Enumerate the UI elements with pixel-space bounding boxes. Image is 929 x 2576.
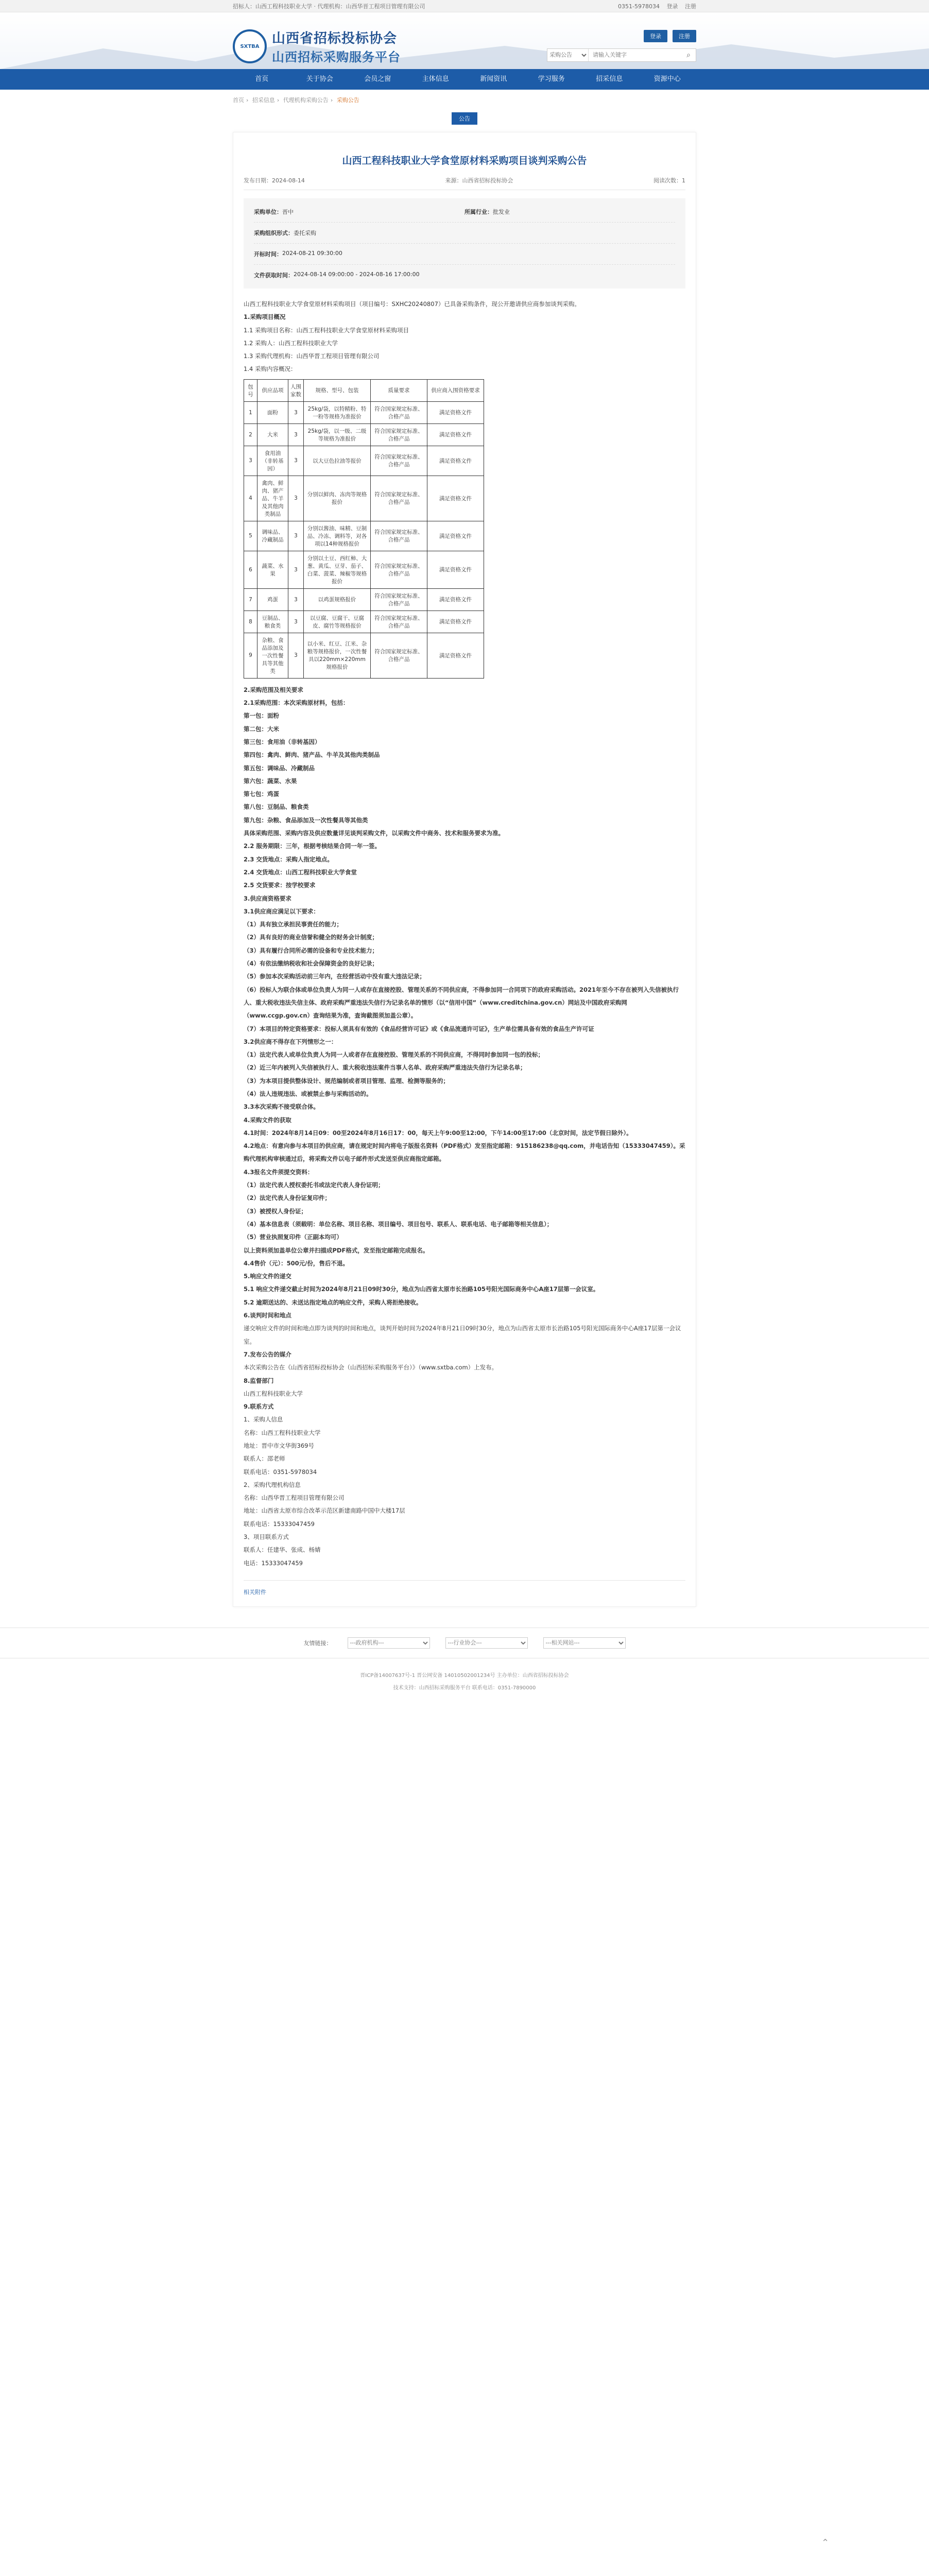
main-nav bbox=[0, 69, 929, 90]
table-cell: 3 bbox=[288, 521, 304, 551]
top-login-link[interactable]: 登录 bbox=[666, 3, 678, 10]
table-cell: 满足资格文件 bbox=[427, 551, 484, 588]
sec9-line: 名称：山西工程科技职业大学 bbox=[244, 1429, 321, 1436]
table-cell: 满足资格文件 bbox=[427, 611, 484, 633]
site-header bbox=[0, 12, 929, 69]
login-button[interactable]: 登录 bbox=[644, 30, 667, 42]
table-cell: 符合国家规定标准、合格产品 bbox=[371, 446, 427, 476]
sec4-line: 4.1时间：2024年8月14日09：00至2024年8月16日17：00，每天上午9:00至12:00，下午14:00至17:00（北京时间，法定节假日除外）。 bbox=[244, 1129, 632, 1137]
table-cell: 符合国家规定标准、合格产品 bbox=[371, 611, 427, 633]
table-header: 质量要求 bbox=[371, 379, 427, 401]
sec3-line: （4）法人违规违法、或被禁止参与采购活动的。 bbox=[244, 1090, 372, 1097]
table-cell: 满足资格文件 bbox=[427, 423, 484, 446]
association-seal-icon: SXTBA bbox=[233, 29, 267, 63]
table-cell: 8 bbox=[244, 611, 257, 633]
sec9-line: 1、采购人信息 bbox=[244, 1416, 283, 1423]
info-label: 文件获取时间： bbox=[254, 272, 294, 279]
table-cell: 符合国家规定标准、合格产品 bbox=[371, 401, 427, 423]
table-cell: 符合国家规定标准、合格产品 bbox=[371, 588, 427, 611]
nav-members[interactable]: 会员之窗 bbox=[364, 75, 391, 83]
sec2-line: 2.4 交货地点：山西工程科技职业大学食堂 bbox=[244, 868, 357, 876]
table-cell: 5 bbox=[244, 521, 257, 551]
table-cell: 大米 bbox=[257, 423, 288, 446]
items-table bbox=[244, 379, 484, 679]
announcement-content bbox=[244, 298, 685, 1570]
nav-procurement[interactable]: 招采信息 bbox=[596, 75, 623, 83]
sec9-line: 地址：晋中市文华街369号 bbox=[244, 1442, 314, 1449]
table-cell: 满足资格文件 bbox=[427, 521, 484, 551]
sec2-line: 2.3 交货地点：采购人指定地点。 bbox=[244, 855, 333, 863]
sec6-line: 6.谈判时间和地点 bbox=[244, 1312, 291, 1319]
search-input[interactable] bbox=[589, 49, 681, 61]
sec5-line: 5.2 逾期送达的、未送达指定地点的响应文件，采购人将拒绝接收。 bbox=[244, 1298, 422, 1306]
footer-icp: 晋ICP备14007637号-1 晋公网安备 14010502001234号 主办单位：山西省招标投标协会 bbox=[360, 1672, 569, 1679]
table-row bbox=[244, 611, 484, 633]
mountain-decoration bbox=[0, 38, 929, 69]
info-label: 采购单位： bbox=[254, 209, 282, 215]
info-label: 开标时间： bbox=[254, 251, 282, 258]
table-cell: 9 bbox=[244, 633, 257, 678]
nav-news[interactable]: 新闻资讯 bbox=[480, 75, 507, 83]
sec4-line: （2）法定代表人身份证复印件； bbox=[244, 1194, 331, 1202]
sec5-line: 5.响应文件的递交 bbox=[244, 1273, 291, 1280]
table-cell: 杂粮、食品添加及一次性餐具等其他类 bbox=[257, 633, 288, 678]
table-header: 包号 bbox=[244, 379, 257, 401]
table-cell: 3 bbox=[244, 446, 257, 476]
table-cell: 鸡蛋 bbox=[257, 588, 288, 611]
table-cell: 7 bbox=[244, 588, 257, 611]
sec1-line: 1.2 采购人：山西工程科技职业大学 bbox=[244, 339, 338, 347]
table-cell: 以小米、红豆、江米、杂粮等规格报价，一次性餐具以220mm×220mm规格报价 bbox=[304, 633, 371, 678]
sec9-line: 2、采购代理机构信息 bbox=[244, 1481, 301, 1488]
article-source: 来源：山西省招标投标协会 bbox=[445, 177, 513, 184]
sec9-line: 3、项目联系方式 bbox=[244, 1533, 289, 1541]
sec2-line: 第四包：禽肉、鲜肉、猪产品、牛羊及其他肉类制品 bbox=[244, 751, 380, 759]
sec3-line: 3.1供应商应满足以下要求： bbox=[244, 907, 319, 915]
sec3-line: （5）参加本次采购活动前三年内，在经营活动中没有重大违法记录； bbox=[244, 973, 425, 980]
search-icon[interactable]: ⌕ bbox=[686, 51, 691, 59]
sec2-line: 第三包：食用油（非转基因） bbox=[244, 738, 321, 745]
table-row bbox=[244, 551, 484, 588]
sec4-line: 4.2地点：有意向参与本项目的供应商，请在规定时间内将电子版报名资料（PDF格式）发至指定邮箱：915186238@qq.com，并电话告知（15333047459）。采购代理机构审核通过后，将采购文件以电子邮件形式发送至供应商指定邮箱。 bbox=[244, 1142, 685, 1163]
info-value: 晋中 bbox=[282, 209, 294, 215]
sec4-line: （4）基本信息表（须载明：单位名称、项目名称、项目编号、项目包号、联系人、联系电话、电子邮箱等相关信息）； bbox=[244, 1220, 553, 1228]
sec2-line: 2.5 交货要求：按学校要求 bbox=[244, 882, 316, 889]
table-cell: 面粉 bbox=[257, 401, 288, 423]
page-title: 山西工程科技职业大学食堂原材料采购项目谈判采购公告 bbox=[342, 155, 587, 166]
sec2-line: 第六包：蔬菜、水果 bbox=[244, 777, 297, 785]
intro-paragraph: 山西工程科技职业大学食堂原材料采购项目（项目编号：SXHC20240807）已具备采购条件，现公开邀请供应商参加谈判采购。 bbox=[244, 300, 580, 308]
table-cell: 6 bbox=[244, 551, 257, 588]
sec8-line: 8.监督部门 bbox=[244, 1377, 274, 1384]
attachments-link[interactable]: 相关附件 bbox=[244, 1580, 685, 1596]
table-cell: 满足资格文件 bbox=[427, 401, 484, 423]
sec5-line: 5.1 响应文件递交截止时间为2024年8月21日09时30分，地点为山西省太原市长治路105号阳光国际商务中心A座17层第一会议室。 bbox=[244, 1285, 599, 1293]
table-row bbox=[244, 446, 484, 476]
sec3-line: （3）具有履行合同所必需的设备和专业技术能力； bbox=[244, 946, 378, 954]
sec4-line: （1）法定代表人授权委托书或法定代表人身份证明； bbox=[244, 1181, 384, 1189]
footer-support: 技术支持：山西招标采购服务平台 联系电话：0351-7890000 bbox=[393, 1685, 536, 1691]
info-value: 2024-08-14 09:00:00 - 2024-08-16 17:00:00 bbox=[294, 271, 420, 278]
announcement-tag-button[interactable]: 公告 bbox=[452, 112, 477, 125]
table-cell: 以豆腐、豆腐干、豆腐皮、腐竹等规格报价 bbox=[304, 611, 371, 633]
logo-title-platform: 山西招标采购服务平台 bbox=[272, 49, 401, 64]
sec3-line: （1）具有独立承担民事责任的能力； bbox=[244, 921, 342, 928]
table-row bbox=[244, 633, 484, 678]
site-logo[interactable] bbox=[233, 28, 401, 65]
table-cell: 3 bbox=[288, 446, 304, 476]
sec9-line: 联系人：邵老师 bbox=[244, 1455, 285, 1463]
friend-sites-select[interactable] bbox=[543, 1637, 626, 1649]
sec2-line: 2.1采购范围：本次采购原材料，包括： bbox=[244, 699, 349, 707]
table-cell: 1 bbox=[244, 401, 257, 423]
nav-home[interactable]: 首页 bbox=[255, 75, 269, 83]
nav-resources[interactable]: 资源中心 bbox=[653, 75, 681, 83]
sec6-line: 递交响应文件的时间和地点即为谈判的时间和地点，谈判开始时间为2024年8月21日09时30分，地点为山西省太原市长治路105号阳光国际商务中心A座17层第一会议室。 bbox=[244, 1325, 681, 1345]
sec2-line: 第二包：大米 bbox=[244, 725, 279, 733]
table-cell: 蔬菜、水果 bbox=[257, 551, 288, 588]
table-cell: 以大豆色拉油等报价 bbox=[304, 446, 371, 476]
friend-gov-select[interactable] bbox=[348, 1637, 430, 1649]
table-cell: 调味品、冷藏制品 bbox=[257, 521, 288, 551]
sec4-line: 4.4售价（元）：500元/份，售后不退。 bbox=[244, 1259, 349, 1267]
top-bar bbox=[0, 0, 929, 12]
nav-entities[interactable]: 主体信息 bbox=[422, 75, 449, 83]
table-cell: 3 bbox=[288, 551, 304, 588]
info-value: 批发业 bbox=[493, 209, 510, 215]
table-cell: 25kg/袋，以特精粉、特一粉等规格为准报价 bbox=[304, 401, 371, 423]
friend-links-label: 友情链接： bbox=[303, 1639, 332, 1647]
nav-learning[interactable]: 学习服务 bbox=[538, 75, 565, 83]
table-header: 规格、型号、包装 bbox=[304, 379, 371, 401]
table-row bbox=[244, 423, 484, 446]
sec4-line: 4.采购文件的获取 bbox=[244, 1116, 291, 1124]
sec2-line: 第七包：鸡蛋 bbox=[244, 790, 279, 798]
sec3-line: 3.3本次采购不接受联合体。 bbox=[244, 1103, 319, 1111]
info-value: 委托采购 bbox=[294, 230, 316, 236]
sec2-line: 第九包：杂粮、食品添加及一次性餐具等其他类 bbox=[244, 816, 368, 824]
crumb-current: 采购公告 bbox=[336, 97, 359, 104]
table-cell: 食用油（非转基因） bbox=[257, 446, 288, 476]
crumb-home[interactable]: 首页 bbox=[233, 97, 244, 104]
table-cell: 4 bbox=[244, 476, 257, 521]
sec9-line: 电话：15333047459 bbox=[244, 1559, 303, 1567]
sec3-line: （6）投标人为联合体或单位负责人为同一人或存在直接控股、管理关系的不同供应商，不得参加同一合同项下的政府采购活动。2021年至今不存在被列入失信被执行人、重大税收违法失信主体、政府采购严重违法失信行为记录名单的情形（以“信用中国”（www.creditchina.gov.cn）网站及中国政府采购网（www.ccgp.gov.cn）查询结果为准，查询截图须加盖公章）。 bbox=[244, 986, 679, 1020]
sec4-line: 4.3报名文件须提交资料： bbox=[244, 1168, 314, 1176]
table-cell: 3 bbox=[288, 611, 304, 633]
table-cell: 25kg/袋，以一级、二级等规格为准报价 bbox=[304, 423, 371, 446]
table-cell: 豆制品、粮食类 bbox=[257, 611, 288, 633]
sec9-line: 9.联系方式 bbox=[244, 1403, 274, 1411]
info-label: 采购组织形式： bbox=[254, 230, 294, 236]
logo-title-association: 山西省招标投标协会 bbox=[272, 31, 398, 46]
sec3-line: （7）本项目的特定资格要求：投标人须具有有效的《食品经营许可证》或《食品流通许可证》，生产单位需具备有效的食品生产许可证 bbox=[244, 1025, 594, 1032]
top-phone: 0351-5978034 bbox=[618, 3, 660, 10]
crumb-agency[interactable]: 代理机构采购公告 bbox=[283, 97, 329, 104]
sec3-line: （3）为本项目提供整体设计、规范编制或者项目管理、监理、检测等服务的； bbox=[244, 1077, 449, 1084]
table-cell: 符合国家规定标准、合格产品 bbox=[371, 551, 427, 588]
table-header: 供应品项 bbox=[257, 379, 288, 401]
publish-date: 发布日期：2024-08-14 bbox=[244, 177, 305, 184]
sec7-line: 7.发布公告的媒介 bbox=[244, 1350, 291, 1358]
site-footer bbox=[0, 1658, 929, 1707]
table-row bbox=[244, 476, 484, 521]
view-count: 阅读次数：1 bbox=[653, 177, 685, 184]
sec3-line: （4）有依法缴纳税收和社会保障资金的良好记录； bbox=[244, 960, 378, 968]
project-info-box bbox=[244, 198, 685, 289]
table-cell: 满足资格文件 bbox=[427, 476, 484, 521]
table-cell: 符合国家规定标准、合格产品 bbox=[371, 423, 427, 446]
sec2-line: 2.2 服务期限：三年，根据考核结果合同一年一签。 bbox=[244, 842, 381, 850]
breadcrumb: 首页 › 招采信息 › 代理机构采购公告 › 采购公告 bbox=[233, 97, 359, 104]
sec1-line: 1.采购项目概况 bbox=[244, 313, 286, 321]
sec3-line: 3.2供应商不得存在下列情形之一： bbox=[244, 1038, 337, 1045]
sec2-line: 第五包：调味品、冷藏制品 bbox=[244, 764, 315, 772]
info-label: 所属行业： bbox=[465, 209, 493, 215]
table-cell: 符合国家规定标准、合格产品 bbox=[371, 633, 427, 678]
sec9-line: 名称：山西华晋工程项目管理有限公司 bbox=[244, 1494, 345, 1502]
sec4-line: 以上资料须加盖单位公章并扫描成PDF格式，发至指定邮箱完成报名。 bbox=[244, 1246, 429, 1254]
sec9-line: 联系电话：0351-5978034 bbox=[244, 1468, 317, 1476]
sec3-line: （2）具有良好的商业信誉和健全的财务会计制度； bbox=[244, 934, 378, 941]
sec9-line: 地址：山西省太原市综合改革示范区新建南路中国中大楼17层 bbox=[244, 1507, 405, 1515]
top-register-link[interactable]: 注册 bbox=[685, 3, 696, 10]
crumb-procurement[interactable]: 招采信息 bbox=[252, 97, 275, 104]
table-cell: 符合国家规定标准、合格产品 bbox=[371, 476, 427, 521]
table-cell: 符合国家规定标准、合格产品 bbox=[371, 521, 427, 551]
table-header: 供应商入围资格要求 bbox=[427, 379, 484, 401]
table-cell: 以鸡蛋规格报价 bbox=[304, 588, 371, 611]
sec1-line: 1.4 采购内容概况： bbox=[244, 365, 297, 373]
sec2-line: 第八包：豆制品、粮食类 bbox=[244, 803, 309, 811]
table-cell: 满足资格文件 bbox=[427, 633, 484, 678]
table-cell: 3 bbox=[288, 401, 304, 423]
sec3-line: （1）法定代表人或单位负责人为同一人或者存在直接控股、管理关系的不同供应商，不得同时参加同一包的投标； bbox=[244, 1051, 544, 1059]
sec7-line: 本次采购公告在《山西省招标投标协会（山西招标采购服务平台）》（www.sxtba.com）上发布。 bbox=[244, 1364, 498, 1371]
table-cell: 3 bbox=[288, 588, 304, 611]
top-bar-notice: 招标人：山西工程科技职业大学 · 代理机构：山西华晋工程项目管理有限公司 bbox=[233, 3, 425, 10]
sec2-line: 具体采购范围、采购内容及供应数量详见谈判采购文件，以采购文件中商务、技术和服务要求为准。 bbox=[244, 829, 504, 837]
table-cell: 分别以土豆、西红柿、大葱、黄瓜、豆芽、茄子、白菜、菠菜、辣椒等规格报价 bbox=[304, 551, 371, 588]
article-meta bbox=[244, 176, 685, 190]
table-row bbox=[244, 521, 484, 551]
sec1-line: 1.1 采购项目名称：山西工程科技职业大学食堂原材料采购项目 bbox=[244, 326, 409, 334]
sec1-line: 1.3 采购代理机构：山西华晋工程项目管理有限公司 bbox=[244, 352, 380, 360]
sec4-line: （3）被授权人身份证； bbox=[244, 1207, 307, 1215]
table-cell: 满足资格文件 bbox=[427, 446, 484, 476]
back-to-top-icon[interactable]: ⌃ bbox=[821, 2537, 830, 2548]
table-cell: 满足资格文件 bbox=[427, 588, 484, 611]
table-header: 人围家数 bbox=[288, 379, 304, 401]
table-row bbox=[244, 588, 484, 611]
sec3-line: （2）近三年内被列入失信被执行人、重大税收违法案件当事人名单、政府采购严重违法失信行为记录名单； bbox=[244, 1064, 526, 1072]
announcement-card bbox=[233, 132, 696, 1607]
register-button[interactable]: 注册 bbox=[673, 30, 696, 42]
table-cell: 禽肉、鲜肉、猪产品、牛羊及其他肉类制品 bbox=[257, 476, 288, 521]
friend-assoc-select[interactable] bbox=[445, 1637, 528, 1649]
nav-about[interactable]: 关于协会 bbox=[306, 75, 333, 83]
sec4-line: （5）营业执照复印件（正副本均可） bbox=[244, 1233, 342, 1241]
table-row bbox=[244, 401, 484, 423]
table-cell: 分别以酱油、味精、豆制品、冷冻、调料等，对各项以14种规格报价 bbox=[304, 521, 371, 551]
table-cell: 分别以鲜肉、冻肉等规格报价 bbox=[304, 476, 371, 521]
sec2-line: 2.采购范围及相关要求 bbox=[244, 686, 303, 693]
table-cell: 3 bbox=[288, 423, 304, 446]
table-cell: 3 bbox=[288, 633, 304, 678]
table-cell: 2 bbox=[244, 423, 257, 446]
search-bar bbox=[547, 48, 696, 62]
sec2-line: 第一包：面粉 bbox=[244, 712, 279, 720]
table-cell: 3 bbox=[288, 476, 304, 521]
sec9-line: 联系电话：15333047459 bbox=[244, 1520, 315, 1528]
info-value: 2024-08-21 09:30:00 bbox=[282, 250, 342, 257]
friend-links bbox=[0, 1628, 929, 1658]
search-type-select[interactable] bbox=[547, 49, 589, 61]
sec9-line: 联系人：任建华、张成、杨婧 bbox=[244, 1546, 321, 1554]
sec3-line: 3.供应商资格要求 bbox=[244, 894, 291, 902]
sec8-line: 山西工程科技职业大学 bbox=[244, 1389, 303, 1397]
